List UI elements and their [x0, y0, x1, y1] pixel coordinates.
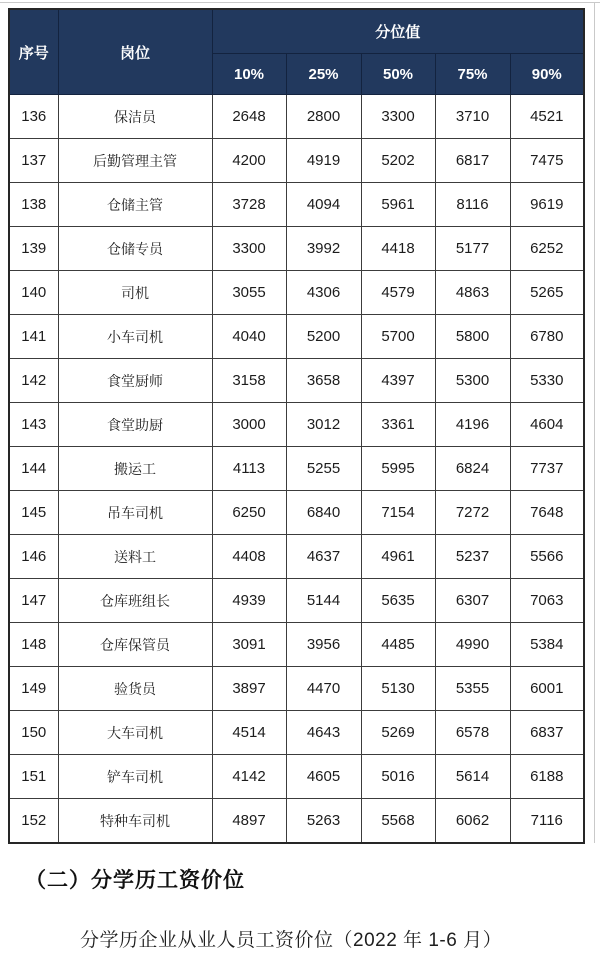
table-header	[9, 9, 584, 95]
row-value-p50: 4579	[361, 271, 435, 315]
table-row	[9, 711, 584, 755]
row-serial: 142	[9, 359, 58, 403]
next-table-title: 分学历企业从业人员工资价位（2022 年 1-6 月）	[80, 930, 503, 951]
section-heading: （二）分学历工资价位	[25, 869, 245, 892]
row-value-p75: 6578	[435, 711, 510, 755]
row-value-p90: 5384	[510, 623, 584, 667]
row-value-p90: 6188	[510, 755, 584, 799]
row-position: 送料工	[58, 535, 212, 579]
row-value-p25: 2800	[286, 95, 361, 139]
row-value-p90: 6001	[510, 667, 584, 711]
row-value-p75: 6824	[435, 447, 510, 491]
row-position: 仓储主管	[58, 183, 212, 227]
row-value-p75: 7272	[435, 491, 510, 535]
row-value-p75: 8116	[435, 183, 510, 227]
row-value-p50: 5016	[361, 755, 435, 799]
row-value-p50: 4397	[361, 359, 435, 403]
row-value-p75: 5614	[435, 755, 510, 799]
row-value-p25: 4306	[286, 271, 361, 315]
row-position: 验货员	[58, 667, 212, 711]
row-position: 搬运工	[58, 447, 212, 491]
row-value-p90: 5265	[510, 271, 584, 315]
row-value-p50: 3361	[361, 403, 435, 447]
row-value-p90: 5566	[510, 535, 584, 579]
row-value-p50: 5635	[361, 579, 435, 623]
row-value-p25: 4605	[286, 755, 361, 799]
row-value-p50: 5202	[361, 139, 435, 183]
row-value-p50: 4961	[361, 535, 435, 579]
row-value-p50: 3300	[361, 95, 435, 139]
row-value-p90: 7648	[510, 491, 584, 535]
row-value-p10: 3897	[212, 667, 286, 711]
row-value-p10: 4408	[212, 535, 286, 579]
header-p50: 50%	[361, 54, 435, 95]
row-value-p75: 5300	[435, 359, 510, 403]
row-serial: 136	[9, 95, 58, 139]
row-value-p25: 5255	[286, 447, 361, 491]
row-value-p10: 4939	[212, 579, 286, 623]
header-serial: 序号	[9, 9, 58, 95]
row-serial: 141	[9, 315, 58, 359]
row-value-p75: 5177	[435, 227, 510, 271]
row-value-p50: 5568	[361, 799, 435, 844]
row-value-p75: 5237	[435, 535, 510, 579]
row-position: 食堂助厨	[58, 403, 212, 447]
row-position: 大车司机	[58, 711, 212, 755]
table-row	[9, 579, 584, 623]
row-value-p50: 5961	[361, 183, 435, 227]
right-page-rule	[594, 2, 595, 843]
row-value-p10: 6250	[212, 491, 286, 535]
row-serial: 145	[9, 491, 58, 535]
header-position: 岗位	[58, 9, 212, 95]
row-value-p10: 4040	[212, 315, 286, 359]
row-value-p10: 3728	[212, 183, 286, 227]
header-p10: 10%	[212, 54, 286, 95]
row-value-p25: 5263	[286, 799, 361, 844]
row-serial: 152	[9, 799, 58, 844]
row-value-p25: 4094	[286, 183, 361, 227]
row-position: 保洁员	[58, 95, 212, 139]
table-row	[9, 403, 584, 447]
row-value-p25: 6840	[286, 491, 361, 535]
row-value-p25: 5144	[286, 579, 361, 623]
row-value-p25: 4919	[286, 139, 361, 183]
row-value-p75: 6307	[435, 579, 510, 623]
row-serial: 143	[9, 403, 58, 447]
table-row	[9, 315, 584, 359]
header-p25: 25%	[286, 54, 361, 95]
row-value-p90: 7063	[510, 579, 584, 623]
row-value-p10: 3055	[212, 271, 286, 315]
row-value-p90: 6837	[510, 711, 584, 755]
row-value-p90: 5330	[510, 359, 584, 403]
row-value-p25: 3992	[286, 227, 361, 271]
table-row	[9, 139, 584, 183]
row-value-p10: 2648	[212, 95, 286, 139]
row-value-p10: 3091	[212, 623, 286, 667]
row-value-p50: 4485	[361, 623, 435, 667]
row-value-p10: 3300	[212, 227, 286, 271]
row-value-p10: 4897	[212, 799, 286, 844]
top-page-rule	[0, 2, 600, 3]
row-value-p75: 5800	[435, 315, 510, 359]
table-header-row-group	[9, 9, 584, 54]
table-row	[9, 491, 584, 535]
table-body	[9, 95, 584, 844]
row-value-p75: 4990	[435, 623, 510, 667]
row-serial: 146	[9, 535, 58, 579]
header-p90: 90%	[510, 54, 584, 95]
row-value-p90: 7116	[510, 799, 584, 844]
row-value-p10: 4113	[212, 447, 286, 491]
row-position: 铲车司机	[58, 755, 212, 799]
row-value-p25: 4643	[286, 711, 361, 755]
table-row	[9, 623, 584, 667]
table-row	[9, 447, 584, 491]
row-value-p90: 4521	[510, 95, 584, 139]
row-value-p75: 5355	[435, 667, 510, 711]
row-position: 仓储专员	[58, 227, 212, 271]
row-value-p25: 3658	[286, 359, 361, 403]
table-row	[9, 227, 584, 271]
row-value-p90: 6252	[510, 227, 584, 271]
row-value-p10: 4200	[212, 139, 286, 183]
row-position: 仓库保管员	[58, 623, 212, 667]
row-value-p90: 4604	[510, 403, 584, 447]
table-row	[9, 95, 584, 139]
table-row	[9, 799, 584, 844]
table-row	[9, 667, 584, 711]
table-row	[9, 183, 584, 227]
row-value-p50: 5269	[361, 711, 435, 755]
row-value-p50: 7154	[361, 491, 435, 535]
row-position: 吊车司机	[58, 491, 212, 535]
row-serial: 139	[9, 227, 58, 271]
row-value-p10: 3000	[212, 403, 286, 447]
row-position: 食堂厨师	[58, 359, 212, 403]
row-serial: 137	[9, 139, 58, 183]
row-value-p25: 3956	[286, 623, 361, 667]
row-position: 司机	[58, 271, 212, 315]
header-p75: 75%	[435, 54, 510, 95]
row-value-p25: 3012	[286, 403, 361, 447]
row-value-p90: 9619	[510, 183, 584, 227]
row-value-p75: 3710	[435, 95, 510, 139]
row-value-p10: 4514	[212, 711, 286, 755]
row-value-p25: 4470	[286, 667, 361, 711]
row-serial: 149	[9, 667, 58, 711]
row-value-p25: 4637	[286, 535, 361, 579]
row-value-p50: 5130	[361, 667, 435, 711]
row-serial: 150	[9, 711, 58, 755]
table-row	[9, 535, 584, 579]
row-value-p10: 3158	[212, 359, 286, 403]
row-value-p50: 5995	[361, 447, 435, 491]
row-position: 仓库班组长	[58, 579, 212, 623]
header-percentile-group: 分位值	[212, 9, 584, 54]
row-value-p25: 5200	[286, 315, 361, 359]
row-value-p75: 4863	[435, 271, 510, 315]
row-value-p50: 4418	[361, 227, 435, 271]
row-value-p75: 6062	[435, 799, 510, 844]
row-serial: 148	[9, 623, 58, 667]
row-value-p90: 6780	[510, 315, 584, 359]
row-position: 小车司机	[58, 315, 212, 359]
row-serial: 140	[9, 271, 58, 315]
row-value-p50: 5700	[361, 315, 435, 359]
table-row	[9, 271, 584, 315]
row-serial: 147	[9, 579, 58, 623]
table-row	[9, 359, 584, 403]
wage-percentile-table	[8, 8, 585, 844]
row-position: 后勤管理主管	[58, 139, 212, 183]
table-row	[9, 755, 584, 799]
row-serial: 144	[9, 447, 58, 491]
row-value-p90: 7475	[510, 139, 584, 183]
row-serial: 151	[9, 755, 58, 799]
row-value-p75: 6817	[435, 139, 510, 183]
row-position: 特种车司机	[58, 799, 212, 844]
row-value-p90: 7737	[510, 447, 584, 491]
row-serial: 138	[9, 183, 58, 227]
row-value-p75: 4196	[435, 403, 510, 447]
row-value-p10: 4142	[212, 755, 286, 799]
